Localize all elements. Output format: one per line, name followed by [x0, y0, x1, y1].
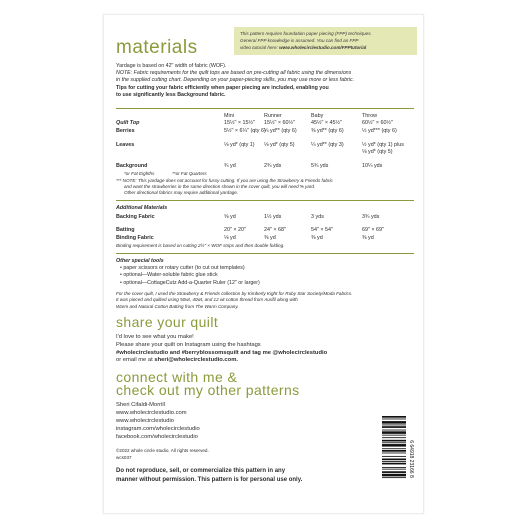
column-header-runner: Runner [264, 113, 282, 119]
size-runner: 15½" × 60½" [264, 120, 295, 126]
footnote-fat-eighths: *or Fat Eighths [124, 171, 155, 176]
leaves-runner: ⅛ yd* (qty 5) [264, 142, 295, 148]
barcode-bar [382, 437, 406, 438]
backing-baby: 3 yds [311, 214, 324, 220]
barcode-bar [382, 421, 406, 424]
background-mini: ¾ yd [224, 163, 236, 169]
barcode-bar [382, 448, 406, 449]
leaves-throw-extra: ⅛ yd* (qty 5) [362, 149, 393, 155]
barcode-bar [382, 474, 406, 477]
share-line1: I'd love to see what you make! [116, 334, 194, 340]
size-mini: 15½" × 15½" [224, 120, 255, 126]
leaves-throw: ½ yd* (qty 1) plus [362, 142, 404, 148]
size-throw: 60½" × 60½" [362, 120, 393, 126]
row-label-batting: Batting [116, 227, 135, 233]
background-runner: 2¾ yds [264, 163, 282, 169]
quilt-top-label: Quilt Top [116, 120, 140, 126]
share-line2: Please share your quilt on Instagram using the hashtags [116, 341, 261, 348]
fpp-notice-prefix: video tutorial here: [240, 45, 280, 50]
tool-item: • optional—Water-soluble fabric glue stick [120, 272, 218, 279]
barcode-bar [382, 430, 406, 431]
binding-mini: ⅛ yd [224, 235, 236, 241]
share-title: share your quilt [116, 314, 219, 330]
other-tools-title: Other special tools [116, 258, 164, 264]
share-email-line [116, 357, 416, 365]
berries-baby: ⅜ yd** (qty 6) [311, 128, 344, 134]
backing-runner: 1½ yds [264, 214, 282, 220]
barcode-bar [382, 453, 406, 454]
fpp-tutorial-link[interactable]: www.wholecirclestudio.com/FPPtutorial [279, 45, 367, 50]
barcode-bar [382, 440, 406, 442]
website-link[interactable]: www.wholecirclestudio.com [116, 410, 187, 416]
barcode-bar [382, 435, 406, 436]
pattern-code: wcs037 [116, 454, 132, 460]
pattern-back-cover [103, 14, 424, 514]
facebook-link[interactable]: facebook.com/wholecirclestudio [116, 434, 198, 440]
footer-warning [116, 467, 376, 484]
background-throw: 10¼ yds [362, 163, 383, 169]
barcode-bar [382, 467, 406, 468]
cutting-tip-line1: Tips for cutting your fabric efficiently when paper piecing are included, enabling you [116, 84, 329, 91]
yardage-note-line1: *** NOTE: This yardage does not account for fussy cutting. If you are using the Strawberry & Friends fabric [116, 178, 333, 183]
barcode-bar [382, 477, 406, 478]
batting-mini: 20" × 20" [224, 227, 246, 233]
leaves-baby: ¼ yd** (qty 3) [311, 142, 344, 148]
author-name: Sheri Cifaldi-Morrill [116, 402, 165, 408]
binding-throw: ⅜ yd [362, 235, 374, 241]
credit-line3: Warm and Natural Cotton Batting from The Warm Company. [116, 303, 239, 309]
copyright-text: ©2022 whole circle studio. All rights reserved. [116, 448, 209, 453]
share-email-prefix: or email me at [116, 357, 155, 364]
credit-line1: For the cover quilt, I used the Strawberry & Friends collection by Kimberly Kight for Ruby Star Society/Moda Fabrics. [116, 291, 353, 296]
fpp-notice-line2: General FPP knowledge is assumed. You can find an FPP [240, 38, 359, 43]
batting-baby: 54" × 54" [311, 227, 333, 233]
column-header-mini: Mini [224, 113, 234, 119]
row-label-backing: Backing Fabric [116, 214, 155, 220]
barcode-bar [382, 416, 406, 418]
barcode-bar [382, 450, 406, 452]
batting-runner: 24" × 68" [264, 227, 286, 233]
row-label-background: Background [116, 163, 148, 169]
tool-item: • optional—CottageCutz Add-a-Quarter Ruler (12" or larger) [120, 279, 260, 286]
cutting-tip-line2: to use significantly less Background fabric. [116, 91, 226, 98]
barcode-bar [382, 471, 406, 473]
binding-note: Binding requirement is based on cutting 2½" × WOF strips and then double folding. [116, 243, 285, 248]
berries-mini: 5½" × 6¼" (qty 6) [224, 128, 266, 134]
warning-line2: manner without permission. This pattern is for personal use only. [116, 476, 303, 483]
barcode-bar [382, 459, 406, 461]
barcode-bar [382, 463, 406, 465]
berries-throw: ½ yd*** (qty 6) [362, 128, 397, 134]
upc-barcode [380, 413, 414, 505]
column-header-baby: Baby [311, 113, 324, 119]
leaves-mini: ⅛ yd* (qty 1) [224, 142, 255, 148]
website-link-alt[interactable]: www.wholecirclestudio [116, 418, 174, 424]
row-label-berries: Berries [116, 128, 135, 134]
share-hashtags: #wholecirclestudio and #berryblossomsquilt and tag me @wholecirclestudio [116, 349, 328, 356]
yardage-note-line3: Other directional fabrics may require additional yardage. [124, 190, 239, 195]
backing-throw: 3¾ yds [362, 214, 380, 220]
barcode-bar [382, 469, 406, 470]
other-tools-section [116, 258, 416, 287]
barcode-bar [382, 431, 406, 434]
batting-throw: 69" × 69" [362, 227, 384, 233]
binding-baby: ⅜ yd [311, 235, 323, 241]
instagram-link[interactable]: instagram.com/wholecirclestudio [116, 426, 200, 432]
fabric-note-line1: NOTE: Fabric requirements for the quilt tops are based on pre-cutting all fabric using the dimensions [116, 70, 352, 77]
yardage-note-line2: and want the strawberries in the same direction shown in the cover quilt, you will need ⅝ yard. [124, 184, 316, 189]
materials-title: materials [116, 37, 198, 58]
connect-title-line2: check out my other patterns [116, 382, 300, 398]
row-label-leaves: Leaves [116, 142, 135, 148]
connect-title-line1: connect with me & [116, 369, 238, 385]
berries-runner: ¼ yd** (qty 6) [264, 128, 297, 134]
share-email-link[interactable]: sheri@wholecirclestudio.com. [154, 357, 238, 364]
barcode-bar [382, 425, 406, 426]
cover-quilt-credits [116, 291, 416, 310]
yardage-line: Yardage is based on 42" width of fabric (WOF). [116, 63, 227, 69]
share-section [116, 334, 416, 365]
backing-mini: ⅝ yd [224, 214, 236, 220]
barcode-bar [382, 461, 406, 462]
fpp-notice-line1: This pattern requires foundation paper piecing (FPP) techniques. [240, 31, 372, 36]
footer-copyright-block [116, 448, 416, 461]
barcode-digits: 6 64918 23166 8 [408, 440, 414, 478]
credit-line2: It was pieced and quilted using 50wt, 40wt, and 12 wt cotton thread from Aurifil along with [116, 297, 298, 303]
fabric-note-line2: in the supplied cutting chart. Depending on your paper-piecing skills, you may use more or less fabric. [116, 77, 355, 84]
background-baby: 5¾ yds [311, 163, 329, 169]
barcode-bar [382, 442, 406, 443]
column-header-throw: Throw [362, 113, 377, 119]
barcode-bar [382, 426, 406, 428]
tool-item: • paper scissors or rotary cutter (to cut out templates) [120, 265, 245, 272]
additional-materials-title: Additional Materials [116, 205, 168, 211]
warning-line1: Do not reproduce, sell, or commercialize this pattern in any [116, 468, 286, 474]
section-divider [116, 253, 414, 254]
footnote-fat-quarters: **or Fat Quarters [172, 171, 207, 176]
barcode-graphic [380, 413, 414, 505]
barcode-bar [382, 456, 406, 457]
binding-runner: ⅜ yd [264, 235, 276, 241]
size-baby: 45½" × 45½" [311, 120, 342, 126]
barcode-bar [382, 419, 406, 420]
connect-section [116, 401, 416, 441]
row-label-binding: Binding Fabric [116, 235, 154, 241]
barcode-bar [382, 444, 406, 447]
